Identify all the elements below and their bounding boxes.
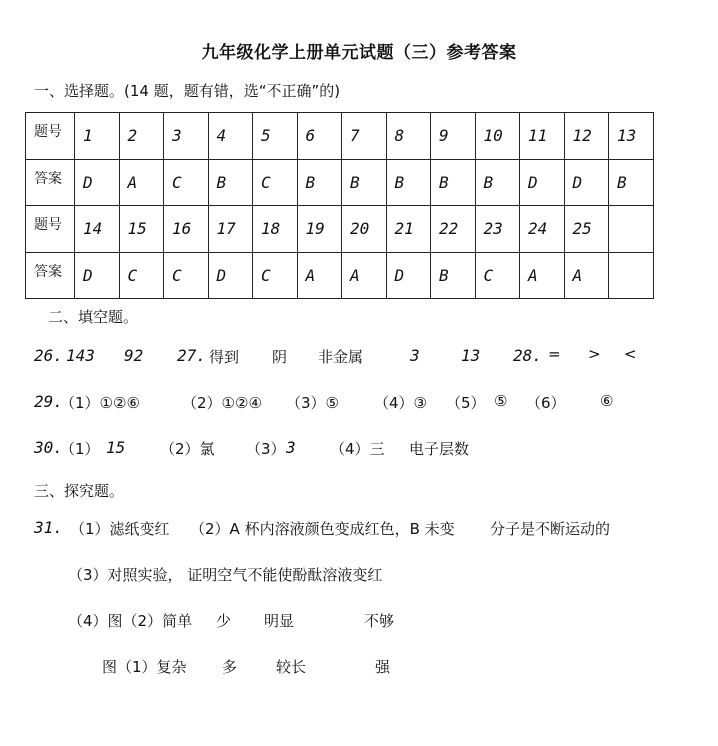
section-3-heading: 三、探究题。	[34, 482, 125, 500]
question-number-cell: 16	[164, 206, 209, 253]
answer-cell: C	[253, 252, 298, 299]
q30-number: 30.	[34, 438, 63, 457]
q30-part-3-value: 3	[286, 438, 296, 457]
q31-part-4-b: 少	[216, 612, 232, 630]
answer-table	[25, 112, 654, 299]
q27-answer-b: 阴	[272, 348, 288, 366]
question-number-cell: 5	[253, 113, 298, 160]
question-row-label: 题号	[26, 206, 75, 253]
question-number-cell	[609, 206, 654, 253]
question-number-cell: 6	[297, 113, 342, 160]
question-number-cell: 11	[520, 113, 565, 160]
q27-answer-d: 3	[410, 346, 420, 365]
answer-cell: C	[164, 252, 209, 299]
q31-part-2-conclusion: 分子是不断运动的	[490, 520, 611, 538]
q29-number: 29.	[34, 392, 63, 411]
question-number-cell: 14	[75, 206, 120, 253]
section-1-heading: 一、选择题。(14 题，题有错，选“不正确”的)	[34, 82, 341, 100]
q28-number: 28.	[513, 346, 542, 365]
q31-part-1: （1）滤纸变红	[70, 520, 170, 538]
q31-part-5-b: 多	[222, 658, 238, 676]
answer-cell: D	[208, 252, 253, 299]
answer-cell: A	[520, 252, 565, 299]
table-row	[26, 252, 654, 299]
page-title: 九年级化学上册单元试题（三）参考答案	[201, 43, 517, 63]
q29-part-6: （6）	[526, 394, 566, 412]
answer-cell: C	[164, 159, 209, 206]
answer-cell: B	[609, 159, 654, 206]
q30-part-3: （3）	[246, 440, 286, 458]
question-number-cell: 2	[119, 113, 164, 160]
answer-cell: B	[208, 159, 253, 206]
question-number-cell: 8	[386, 113, 431, 160]
answer-cell: D	[564, 159, 609, 206]
question-number-cell: 23	[475, 206, 520, 253]
q28-answer-c: <	[624, 345, 637, 363]
q31-part-5-a: 图（1）复杂	[102, 658, 187, 676]
question-number-cell: 21	[386, 206, 431, 253]
q31-part-4-a: （4）图（2）简单	[68, 612, 193, 630]
q29-part-5-value: ⑤	[494, 392, 508, 410]
q29-part-2: （2）①②④	[182, 394, 262, 412]
answer-cell: A	[119, 159, 164, 206]
q30-part-4: （4）三	[330, 440, 385, 458]
q29-part-5: （5）	[446, 394, 486, 412]
q29-part-3: （3）⑤	[286, 394, 339, 412]
q29-part-6-value: ⑥	[600, 392, 614, 410]
q30-part-2: （2）氯	[160, 440, 215, 458]
q30-part-5: 电子层数	[409, 440, 470, 458]
question-number-cell: 18	[253, 206, 298, 253]
question-number-cell: 19	[297, 206, 342, 253]
q30-part-1: （1）	[60, 440, 100, 458]
answer-row-label: 答案	[26, 252, 75, 299]
answer-cell: B	[342, 159, 387, 206]
question-row-label: 题号	[26, 113, 75, 160]
question-number-cell: 9	[431, 113, 476, 160]
q27-answer-e: 13	[461, 346, 481, 365]
q31-part-4-d: 不够	[364, 612, 395, 630]
q27-answer-c: 非金属	[318, 348, 364, 366]
q31-number: 31.	[34, 518, 63, 537]
q31-part-2: （2）A 杯内溶液颜色变成红色，B 未变	[190, 520, 455, 538]
question-number-cell: 20	[342, 206, 387, 253]
table-row	[26, 206, 654, 253]
q29-part-1: （1）①②⑥	[60, 394, 140, 412]
answer-cell: C	[475, 252, 520, 299]
q31-part-5-c: 较长	[276, 658, 307, 676]
question-number-cell: 22	[431, 206, 476, 253]
answer-cell: A	[342, 252, 387, 299]
answer-cell: A	[564, 252, 609, 299]
question-number-cell: 1	[75, 113, 120, 160]
answer-cell: B	[297, 159, 342, 206]
q31-part-4-c: 明显	[264, 612, 295, 630]
question-number-cell: 17	[208, 206, 253, 253]
answer-cell: D	[520, 159, 565, 206]
section-2-heading: 二、填空题。	[48, 308, 139, 326]
question-number-cell: 3	[164, 113, 209, 160]
answer-cell: B	[386, 159, 431, 206]
table-row	[26, 113, 654, 160]
answer-cell	[609, 252, 654, 299]
q31-part-5-d: 强	[375, 658, 391, 676]
q26-answer-b: 92	[124, 346, 144, 365]
answer-cell: D	[386, 252, 431, 299]
answer-cell: B	[431, 159, 476, 206]
question-number-cell: 4	[208, 113, 253, 160]
q28-answer-b: >	[588, 345, 601, 363]
q26-answer-a: 143	[66, 346, 95, 365]
question-number-cell: 12	[564, 113, 609, 160]
answer-cell: B	[431, 252, 476, 299]
q28-answer-a: =	[548, 345, 561, 363]
answer-cell: B	[475, 159, 520, 206]
answer-cell: C	[253, 159, 298, 206]
answer-cell: D	[75, 159, 120, 206]
answer-cell: C	[119, 252, 164, 299]
table-row	[26, 159, 654, 206]
question-number-cell: 7	[342, 113, 387, 160]
question-number-cell: 15	[119, 206, 164, 253]
q30-part-1-value: 15	[106, 438, 126, 457]
answer-cell: D	[75, 252, 120, 299]
answer-cell: A	[297, 252, 342, 299]
q31-part-3: （3）对照实验， 证明空气不能使酚酞溶液变红	[68, 566, 383, 584]
q27-number: 27.	[177, 346, 206, 365]
answer-row-label: 答案	[26, 159, 75, 206]
q29-part-4: （4）③	[374, 394, 427, 412]
question-number-cell: 13	[609, 113, 654, 160]
question-number-cell: 10	[475, 113, 520, 160]
q27-answer-a: 得到	[209, 348, 240, 366]
question-number-cell: 25	[564, 206, 609, 253]
q26-number: 26.	[34, 346, 63, 365]
question-number-cell: 24	[520, 206, 565, 253]
